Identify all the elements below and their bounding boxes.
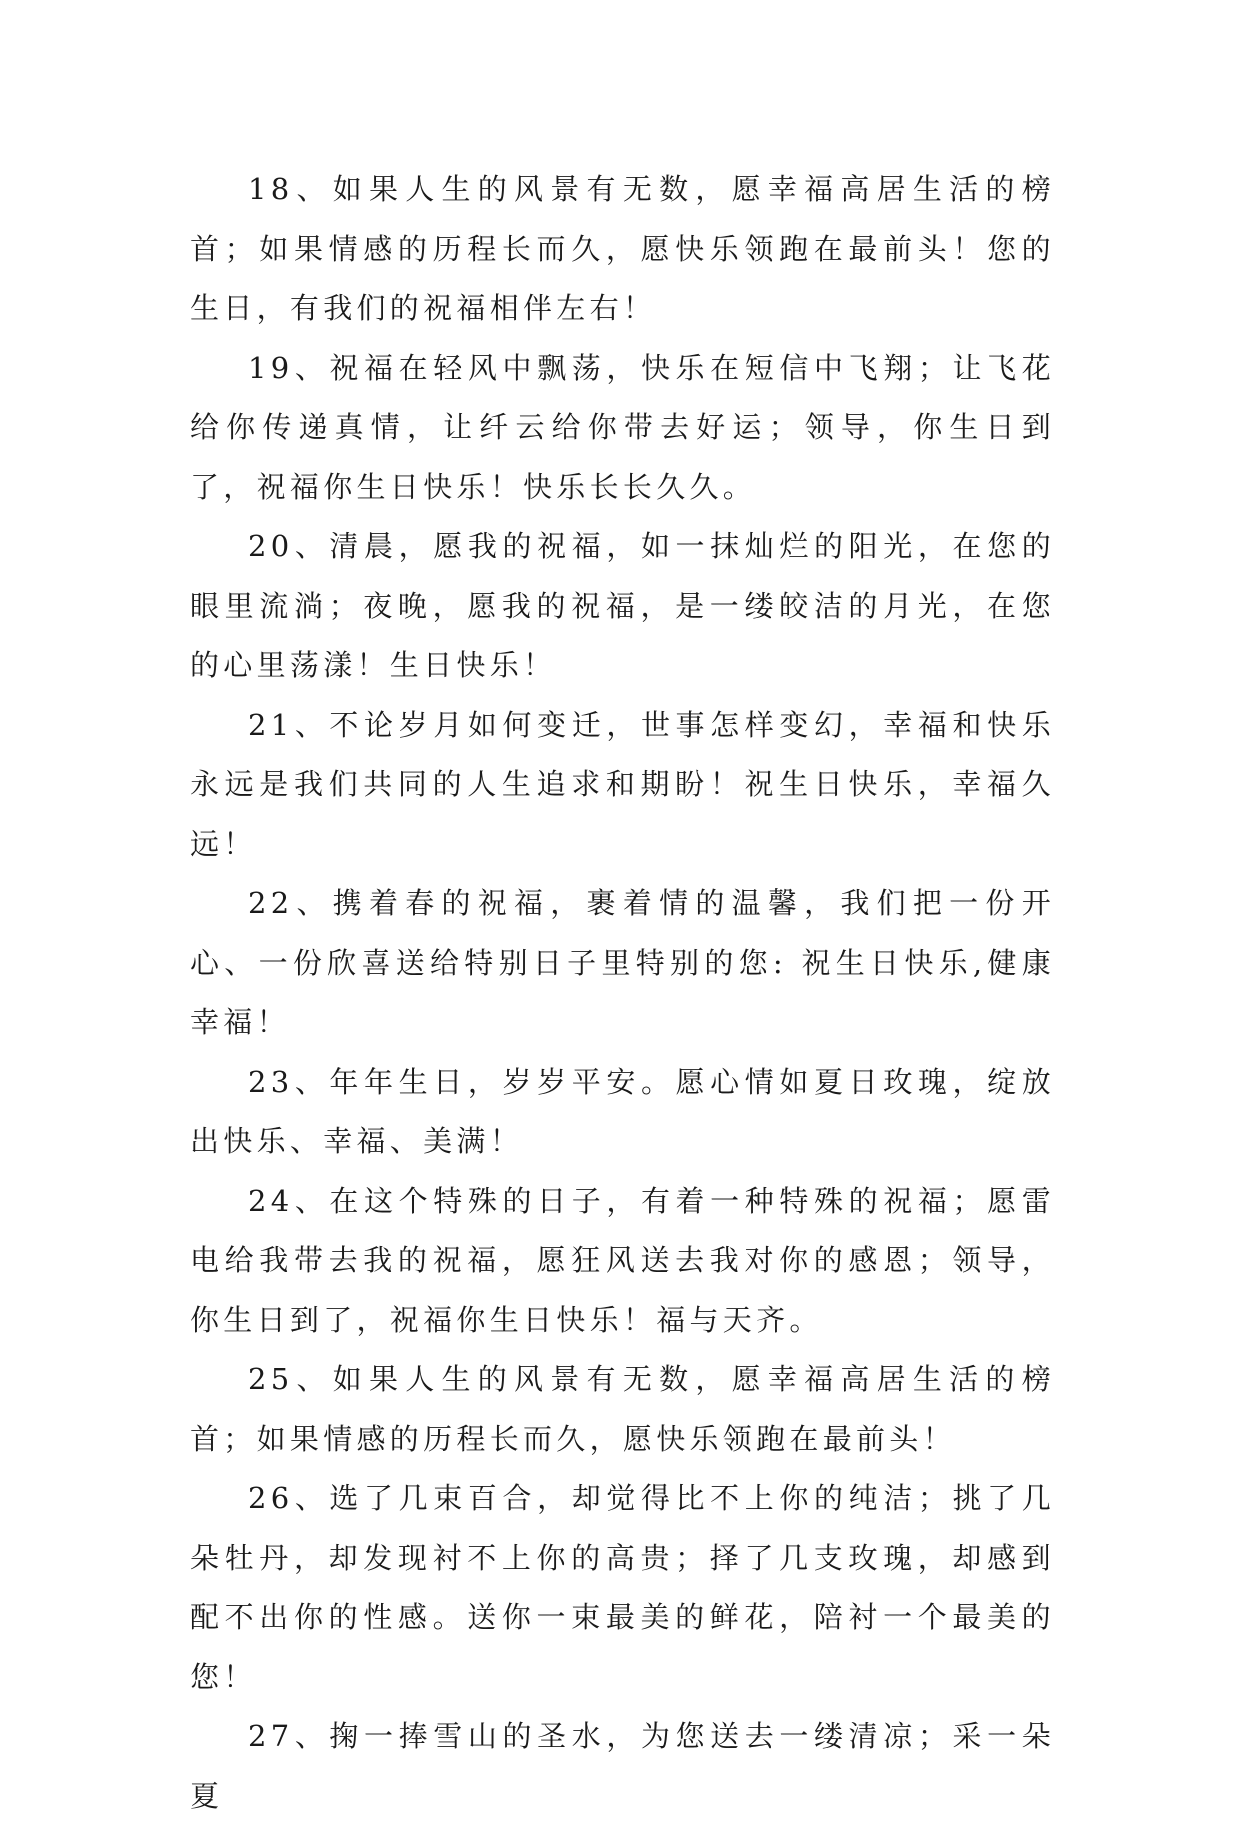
wish-paragraph-27: 27、掬一捧雪山的圣水，为您送去一缕清凉；采一朵夏 [190, 1719, 1055, 1813]
wish-paragraph-23: 23、年年生日，岁岁平安。愿心情如夏日玫瑰，绽放出快乐、幸福、美满！ [190, 1064, 1055, 1158]
wish-paragraph-20: 20、清晨，愿我的祝福，如一抹灿烂的阳光，在您的眼里流淌；夜晚，愿我的祝福，是一缕皎洁的月光，在您的心里荡漾！生日快乐！ [190, 529, 1055, 682]
wish-paragraph-21: 21、不论岁月如何变迁，世事怎样变幻，幸福和快乐永远是我们共同的人生追求和期盼！祝生日快乐，幸福久远！ [190, 707, 1055, 861]
wish-paragraph-24: 24、在这个特殊的日子，有着一种特殊的祝福；愿雷电给我带去我的祝福，愿狂风送去我对你的感恩；领导，你生日到了，祝福你生日快乐！福与天齐。 [190, 1183, 1055, 1337]
wish-paragraph-19: 19、祝福在轻风中飘荡，快乐在短信中飞翔；让飞花给你传递真情，让纤云给你带去好运；领导，你生日到了，祝福你生日快乐！快乐长长久久。 [190, 350, 1055, 504]
wish-paragraph-25: 25、如果人生的风景有无数，愿幸福高居生活的榜首；如果情感的历程长而久，愿快乐领跑在最前头！ [190, 1362, 1055, 1456]
wish-paragraph-18: 18、如果人生的风景有无数，愿幸福高居生活的榜首；如果情感的历程长而久，愿快乐领跑在最前头！您的生日，有我们的祝福相伴左右！ [190, 172, 1055, 325]
wish-paragraph-22: 22、携着春的祝福，裹着情的温馨，我们把一份开心、一份欣喜送给特别日子里特别的您: 祝生日快乐,健康幸福！ [190, 886, 1055, 1039]
document-page [190, 160, 1055, 1826]
wish-paragraph-26: 26、选了几束百合，却觉得比不上你的纯洁；挑了几朵牡丹，却发现衬不上你的高贵；择了几支玫瑰，却感到配不出你的性感。送你一束最美的鲜花，陪衬一个最美的您！ [190, 1481, 1055, 1694]
